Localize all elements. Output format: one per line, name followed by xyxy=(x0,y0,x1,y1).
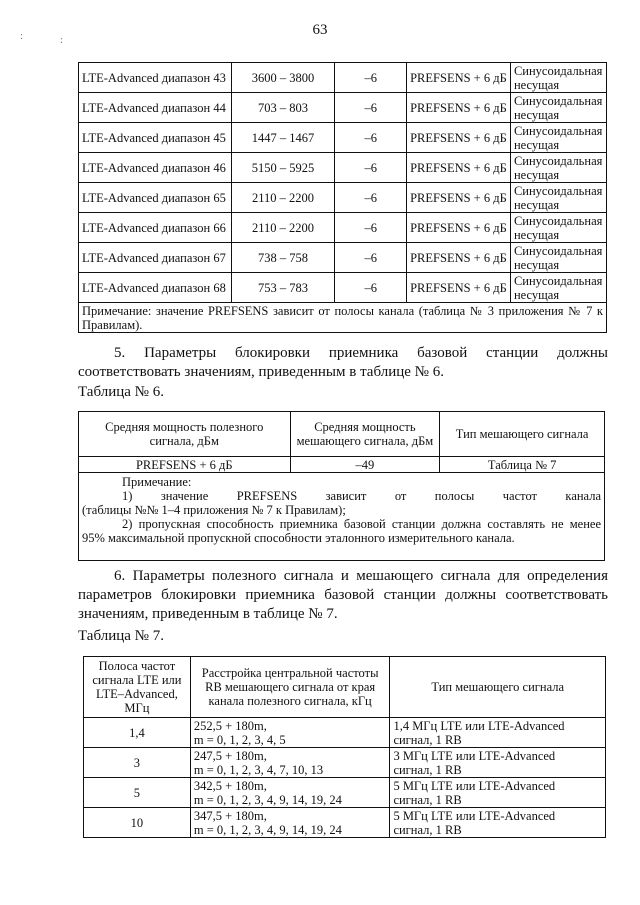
header-cell: Расстройка центральной частоты RB мешающего сигнала от края канала полезного сигнала, кГц xyxy=(190,657,390,718)
table-cell-type: Синусоидальная несущая xyxy=(510,183,606,213)
header-cell: Тип мешающего сигнала xyxy=(440,412,605,457)
table-cell-band: LTE-Advanced диапазон 66 xyxy=(79,213,232,243)
margin-mark-2: : xyxy=(60,34,64,46)
table-cell-band: LTE-Advanced диапазон 46 xyxy=(79,153,232,183)
table-cell: PREFSENS + 6 дБ xyxy=(79,457,291,473)
table-7 xyxy=(83,656,606,838)
table-note-row xyxy=(79,303,607,333)
table-cell-sens: PREFSENS + 6 дБ xyxy=(407,63,511,93)
table-cell-level: –6 xyxy=(335,123,407,153)
table-cell-level: –6 xyxy=(335,183,407,213)
table-cell-band: LTE-Advanced диапазон 67 xyxy=(79,243,232,273)
table-note: Примечание: значение PREFSENS зависит от полосы канала (таблица № 3 приложения № 7 к Правилам). xyxy=(79,303,607,333)
table-row xyxy=(79,457,605,473)
table-cell-type: Синусоидальная несущая xyxy=(510,123,606,153)
table-cell-band: 10 xyxy=(84,808,191,838)
table-cell-type-line-1: 1,4 МГц LTE или LTE-Advanced xyxy=(393,718,565,733)
table-row xyxy=(84,778,606,808)
table-cell-type: Синусоидальная несущая xyxy=(510,273,606,303)
table-7-caption: Таблица № 7. xyxy=(78,628,164,644)
table-row xyxy=(79,63,607,93)
table-cell-level: –6 xyxy=(335,213,407,243)
table-cell-type: Синусоидальная несущая xyxy=(510,93,606,123)
table-cell-band: 5 xyxy=(84,778,191,808)
note-item-2-cont: 95% максимальной пропускной способности эталонного измерительного канала. xyxy=(82,531,515,545)
table-row xyxy=(79,153,607,183)
table-cell-offset-line-2: m = 0, 1, 2, 3, 4, 5 xyxy=(193,732,286,747)
table-note xyxy=(79,473,605,561)
table-cell-type: Синусоидальная несущая xyxy=(510,63,606,93)
table-6 xyxy=(78,411,605,561)
table-row xyxy=(79,273,607,303)
table-row xyxy=(84,808,606,838)
table-row xyxy=(84,718,606,748)
table-cell-offset xyxy=(190,808,390,838)
table-row xyxy=(79,183,607,213)
table-cell-type: Синусоидальная несущая xyxy=(510,243,606,273)
table-row xyxy=(84,748,606,778)
table-cell-freq: 5150 – 5925 xyxy=(231,153,335,183)
table-cell-offset-line-1: 247,5 + 180m, xyxy=(193,748,267,763)
table-cell-sens: PREFSENS + 6 дБ xyxy=(407,213,511,243)
page-number: 63 xyxy=(312,22,328,38)
table-cell-offset-line-1: 347,5 + 180m, xyxy=(193,808,267,823)
table-5-continued xyxy=(78,62,607,333)
table-cell-sens: PREFSENS + 6 дБ xyxy=(407,183,511,213)
table-cell-freq: 2110 – 2200 xyxy=(231,213,335,243)
table-cell-band: LTE-Advanced диапазон 44 xyxy=(79,93,232,123)
table-cell: Таблица № 7 xyxy=(440,457,605,473)
table-cell-sens: PREFSENS + 6 дБ xyxy=(407,93,511,123)
table-row xyxy=(79,243,607,273)
note-item-1: 1) значение PREFSENS зависит от полосы частот канала xyxy=(122,489,601,503)
table-cell-offset-line-1: 252,5 + 180m, xyxy=(193,718,267,733)
table-cell-type-line-1: 3 МГц LTE или LTE-Advanced xyxy=(393,748,556,763)
table-cell-sens: PREFSENS + 6 дБ xyxy=(407,243,511,273)
table-cell-type xyxy=(390,718,606,748)
table-cell-offset xyxy=(190,718,390,748)
table-cell-freq: 703 – 803 xyxy=(231,93,335,123)
table-cell-freq: 2110 – 2200 xyxy=(231,183,335,213)
table-cell-freq: 738 – 758 xyxy=(231,243,335,273)
table-cell-type-line-2: сигнал, 1 RB xyxy=(393,792,462,807)
table-cell-type-line-2: сигнал, 1 RB xyxy=(393,822,462,837)
table-cell-band: 1,4 xyxy=(84,718,191,748)
table-header-row xyxy=(79,412,605,457)
table-header-row xyxy=(84,657,606,718)
table-row xyxy=(79,123,607,153)
table-cell-level: –6 xyxy=(335,153,407,183)
table-cell-sens: PREFSENS + 6 дБ xyxy=(407,153,511,183)
table-cell: –49 xyxy=(290,457,440,473)
header-cell: Тип мешающего сигнала xyxy=(390,657,606,718)
header-cell: Полоса частот сигнала LTE или LTE–Advanced, МГц xyxy=(84,657,191,718)
table-cell-band: LTE-Advanced диапазон 45 xyxy=(79,123,232,153)
table-cell-type-line-1: 5 МГц LTE или LTE-Advanced xyxy=(393,778,556,793)
table-cell-offset xyxy=(190,778,390,808)
table-cell-offset-line-2: m = 0, 1, 2, 3, 4, 9, 14, 19, 24 xyxy=(193,792,342,807)
note-item-2: 2) пропускная способность приемника базовой станции должна составлять не менее xyxy=(122,517,601,531)
table-cell-offset-line-1: 342,5 + 180m, xyxy=(193,778,267,793)
table-6-caption: Таблица № 6. xyxy=(78,384,164,400)
table-cell-sens: PREFSENS + 6 дБ xyxy=(407,123,511,153)
note-title: Примечание: xyxy=(122,475,192,489)
table-cell-band: LTE-Advanced диапазон 43 xyxy=(79,63,232,93)
table-row xyxy=(79,213,607,243)
table-cell-type-line-1: 5 МГц LTE или LTE-Advanced xyxy=(393,808,556,823)
paragraph-6: 6. Параметры полезного сигнала и мешающего сигнала для определения параметров блокировки приемника базовой станции должны соответствовать значениям, приведенным в таблице № 7. xyxy=(78,568,608,622)
table-cell-freq: 753 – 783 xyxy=(231,273,335,303)
table-cell-freq: 3600 – 3800 xyxy=(231,63,335,93)
table-cell-level: –6 xyxy=(335,93,407,123)
note-item-1-cont: (таблицы №№ 1–4 приложения № 7 к Правилам); xyxy=(82,503,346,517)
header-cell: Средняя мощность мешающего сигнала, дБм xyxy=(290,412,440,457)
table-cell-band: LTE-Advanced диапазон 68 xyxy=(79,273,232,303)
table-cell-band: LTE-Advanced диапазон 65 xyxy=(79,183,232,213)
table-cell-sens: PREFSENS + 6 дБ xyxy=(407,273,511,303)
table-cell-type: Синусоидальная несущая xyxy=(510,153,606,183)
table-cell-type xyxy=(390,748,606,778)
table-cell-type: Синусоидальная несущая xyxy=(510,213,606,243)
table-cell-type xyxy=(390,778,606,808)
paragraph-5: 5. Параметры блокировки приемника базовой станции должны соответствовать значениям, приведенным в таблице № 6. xyxy=(78,345,608,380)
table-cell-type-line-2: сигнал, 1 RB xyxy=(393,762,462,777)
table-cell-type-line-2: сигнал, 1 RB xyxy=(393,732,462,747)
table-cell-band: 3 xyxy=(84,748,191,778)
table-cell-offset-line-2: m = 0, 1, 2, 3, 4, 9, 14, 19, 24 xyxy=(193,822,342,837)
table-row xyxy=(79,93,607,123)
table-cell-type xyxy=(390,808,606,838)
table-cell-level: –6 xyxy=(335,273,407,303)
table-cell-offset-line-2: m = 0, 1, 2, 3, 4, 7, 10, 13 xyxy=(193,762,324,777)
table-cell-offset xyxy=(190,748,390,778)
table-cell-level: –6 xyxy=(335,63,407,93)
header-cell: Средняя мощность полезного сигнала, дБм xyxy=(79,412,291,457)
table-cell-freq: 1447 – 1467 xyxy=(231,123,335,153)
margin-mark: : xyxy=(20,30,24,42)
table-note-row xyxy=(79,473,605,561)
table-cell-level: –6 xyxy=(335,243,407,273)
